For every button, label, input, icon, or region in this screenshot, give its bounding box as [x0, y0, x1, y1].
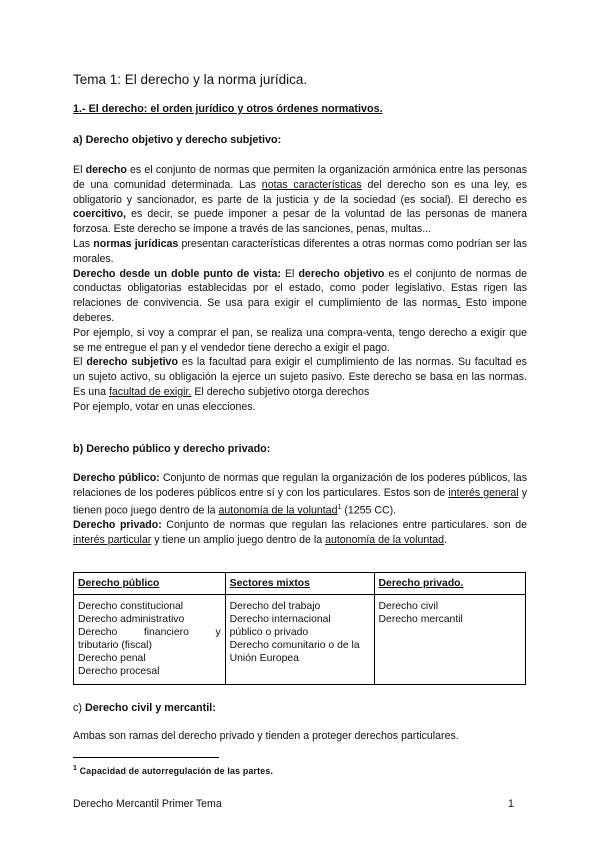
- table-row: [74, 595, 526, 685]
- footnote-divider: [73, 757, 219, 758]
- subheading-a: a) Derecho objetivo y derecho subjetivo:: [73, 134, 282, 146]
- footnote-ref: 1: [337, 503, 342, 511]
- law-branches-table: [73, 572, 526, 685]
- table-header-cell: Derecho privado.: [374, 573, 525, 595]
- table-cell-privado: Derecho civil Derecho mercantil: [374, 595, 525, 685]
- table-header-row: [74, 573, 526, 595]
- section-heading-1: 1.- El derecho: el orden jurídico y otros órdenes normativos.: [73, 103, 383, 115]
- paragraph-normas-juridicas: Las normas jurídicas presentan características diferentes a otras normas como podrían ser las morales.: [73, 237, 527, 265]
- footnote: $^1$ Capacidad de autorregulación de las partes.: [73, 765, 274, 776]
- body-text-block-b: [73, 471, 527, 548]
- paragraph-example-pan: Por ejemplo, si voy a comprar el pan, se realiza una compra-venta, tengo derecho a exigir que se me entregue el pan y el vendedor tiene derecho a exigir el pago.: [73, 326, 527, 354]
- subheading-b: b) Derecho público y derecho privado:: [73, 443, 271, 455]
- paragraph-derecho-privado: Derecho privado: Conjunto de normas que regulan las relaciones entre particulares. son de interés particular y tiene un amplio juego dentro de la autonomía de la voluntad.: [73, 518, 528, 546]
- paragraph-example-votar: Por ejemplo, votar en unas elecciones.: [73, 400, 256, 413]
- table-cell-publico: Derecho constitucional Derecho administrativo Derecho financiero y tributario (fiscal) Derecho penal Derecho procesal: [74, 595, 226, 685]
- table-header-cell: Derecho público: [74, 573, 226, 595]
- table-cell-mixtos: Derecho del trabajo Derecho internacional público o privado Derecho comunitario o de la Unión Europea: [225, 595, 374, 685]
- page-footer-title: Derecho Mercantil Primer Tema: [73, 798, 222, 810]
- page-number: 1: [508, 798, 514, 810]
- paragraph-derecho-subjetivo: El derecho subjetivo es la facultad para exigir el cumplimiento de las normas. Su facultad es un sujeto activo, su obligación la ejerce un sujeto pasivo. Este derecho se basa en las normas. Es una facultad de exigir. El derecho subjetivo otorga derechos: [73, 356, 527, 398]
- page-title: Tema 1: El derecho y la norma jurídica.: [73, 72, 308, 87]
- paragraph-derecho-objetivo: Derecho desde un doble punto de vista: El derecho objetivo es el conjunto de normas de conductas obligatorias establecidas por el estado, como poder legislativo. Estas rigen las relaciones de convivencia. Se usa para exigir el cumplimiento de las normas. Esto impone deberes.: [73, 267, 527, 324]
- paragraph-civil-mercantil: Ambas son ramas del derecho privado y tienden a proteger derechos particulares.: [73, 730, 459, 742]
- body-text-block-a: [73, 163, 527, 415]
- subheading-c: c) Derecho civil y mercantil:: [73, 702, 216, 714]
- paragraph-derecho-definition: El derecho es el conjunto de normas que permiten la organización armónica entre las personas de una comunidad determinada. Las notas características del derecho son es una ley, es obligatorio y sancionador, es parte de la justicia y de la sociedad (es social). El derecho es coercitivo, es decir, se puede imponer a pesar de la voluntad de las personas de manera forzosa. Este derecho se impone a través de las sanciones, penas, multas...: [73, 164, 528, 236]
- table-header-cell: Sectores mixtos: [225, 573, 374, 595]
- paragraph-derecho-publico: Derecho público: Conjunto de normas que regulan la organización de los poderes públicos, las relaciones de los poderes públicos entre sí y con los particulares. Estos son de interés general y tienen poco juego dentro de la autonomía de la voluntad$^1$ (1255 CC).: [73, 472, 527, 517]
